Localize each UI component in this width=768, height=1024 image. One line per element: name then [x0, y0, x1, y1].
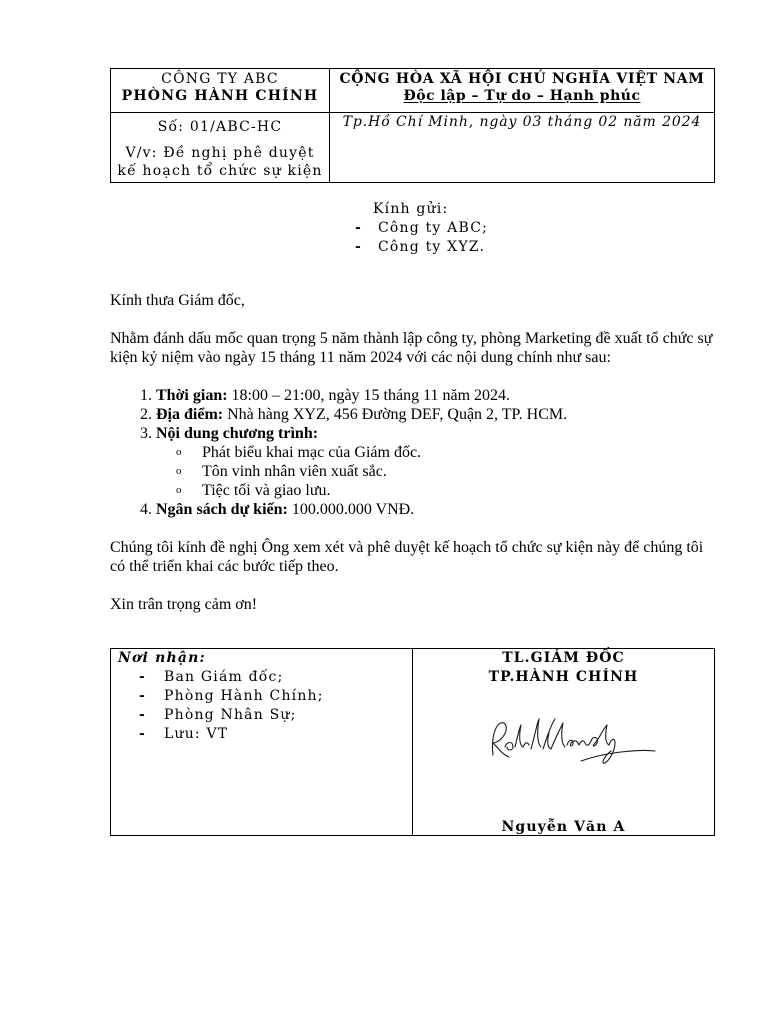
- program-item: [176, 462, 720, 481]
- handwritten-signature: [485, 709, 665, 779]
- program-item: [176, 443, 720, 462]
- place-date: Tp.Hồ Chí Minh, ngày 03 tháng 02 năm 2024: [342, 114, 702, 130]
- document-number: Số: 01/ABC-HC: [157, 119, 283, 135]
- header-table: [110, 68, 715, 183]
- plan-item-text: Nhà hàng XYZ, 456 Đường DEF, Quận 2, TP. HCM.: [223, 406, 568, 423]
- distribution-item: [139, 668, 412, 687]
- signer-title-2: TP.HÀNH CHÍNH: [488, 669, 639, 685]
- program-list: [156, 443, 720, 500]
- addressee-item: [355, 238, 486, 257]
- circle-bullet-icon: o: [176, 465, 182, 477]
- distribution-item-text: Lưu: VT: [164, 726, 229, 742]
- intro-paragraph: Nhằm đánh dấu mốc quan trọng 5 năm thành lập công ty, phòng Marketing đề xuất tổ chức sự kiện kỷ niệm vào ngày 15 tháng 11 năm 2024 với các nội dung chính như sau:: [110, 330, 713, 366]
- national-motto: [330, 88, 714, 105]
- distribution-item: [139, 725, 412, 744]
- plan-item-label: Nội dung chương trình:: [156, 425, 319, 442]
- addressee-item: [355, 219, 489, 238]
- plan-item-text: 100.000.000 VNĐ.: [287, 501, 415, 518]
- distribution-label: Nơi nhận:: [118, 650, 206, 666]
- greeting: Kính thưa Giám đốc,: [110, 292, 245, 309]
- plan-item: [156, 424, 720, 500]
- plan-item-label: Địa điểm:: [156, 406, 224, 423]
- national-motto-text: Độc lập – Tự do – Hạnh phúc: [403, 88, 641, 104]
- doc-info-cell: [111, 113, 330, 183]
- signer-name: Nguyễn Văn A: [501, 819, 626, 835]
- plan-items-list: [110, 386, 720, 519]
- thanks-line: Xin trân trọng cảm ơn!: [110, 596, 258, 613]
- distribution-item: [139, 687, 412, 706]
- signature-cell: [413, 649, 715, 836]
- distribution-cell: [111, 649, 413, 836]
- letter-body: [110, 291, 720, 614]
- company-cell: [111, 69, 330, 113]
- dash-marker: -: [355, 220, 363, 236]
- dash-marker: -: [139, 669, 147, 685]
- program-item: [176, 481, 720, 500]
- addressee-label: Kính gửi:: [373, 201, 449, 217]
- circle-bullet-icon: o: [176, 446, 182, 458]
- footer-table: [110, 648, 715, 836]
- plan-item: [156, 405, 720, 424]
- plan-item: [156, 500, 720, 519]
- plan-item: [156, 386, 720, 405]
- company-name: CÔNG TY ABC: [161, 71, 279, 87]
- distribution-item-text: Phòng Nhân Sự;: [164, 707, 297, 723]
- distribution-list: [111, 668, 412, 744]
- program-item-text: Tiệc tối và giao lưu.: [202, 482, 331, 499]
- subject-line-2: kế hoạch tổ chức sự kiện: [117, 163, 323, 179]
- national-title: CỘNG HÒA XÃ HỘI CHỦ NGHĨA VIỆT NAM: [339, 71, 705, 87]
- national-cell: [330, 69, 715, 113]
- department-name: PHÒNG HÀNH CHÍNH: [121, 88, 319, 104]
- plan-item-label: Thời gian:: [156, 387, 228, 404]
- circle-bullet-icon: o: [176, 484, 182, 496]
- place-date-cell: [330, 113, 715, 183]
- dash-marker: -: [355, 239, 363, 255]
- dash-marker: -: [139, 707, 147, 723]
- subject-line-1: V/v: Đề nghị phê duyệt: [125, 145, 315, 161]
- signer-title-1: TL.GIÁM ĐỐC: [502, 650, 625, 666]
- request-paragraph: Chúng tôi kính đề nghị Ông xem xét và phê duyệt kế hoạch tổ chức sự kiện này để chúng tôi có thể triển khai các bước tiếp theo.: [110, 539, 704, 575]
- distribution-item: [139, 706, 412, 725]
- program-item-text: Phát biểu khai mạc của Giám đốc.: [202, 444, 422, 461]
- addressee-item-text: Công ty ABC;: [378, 220, 489, 236]
- distribution-item-text: Ban Giám đốc;: [164, 669, 284, 685]
- distribution-item-text: Phòng Hành Chính;: [164, 688, 324, 704]
- program-item-text: Tôn vinh nhân viên xuất sắc.: [202, 463, 387, 480]
- dash-marker: -: [139, 688, 147, 704]
- plan-item-text: 18:00 – 21:00, ngày 15 tháng 11 năm 2024.: [227, 387, 511, 404]
- addressee-item-text: Công ty XYZ.: [378, 239, 486, 255]
- plan-item-label: Ngân sách dự kiến:: [156, 501, 288, 518]
- dash-marker: -: [139, 726, 147, 742]
